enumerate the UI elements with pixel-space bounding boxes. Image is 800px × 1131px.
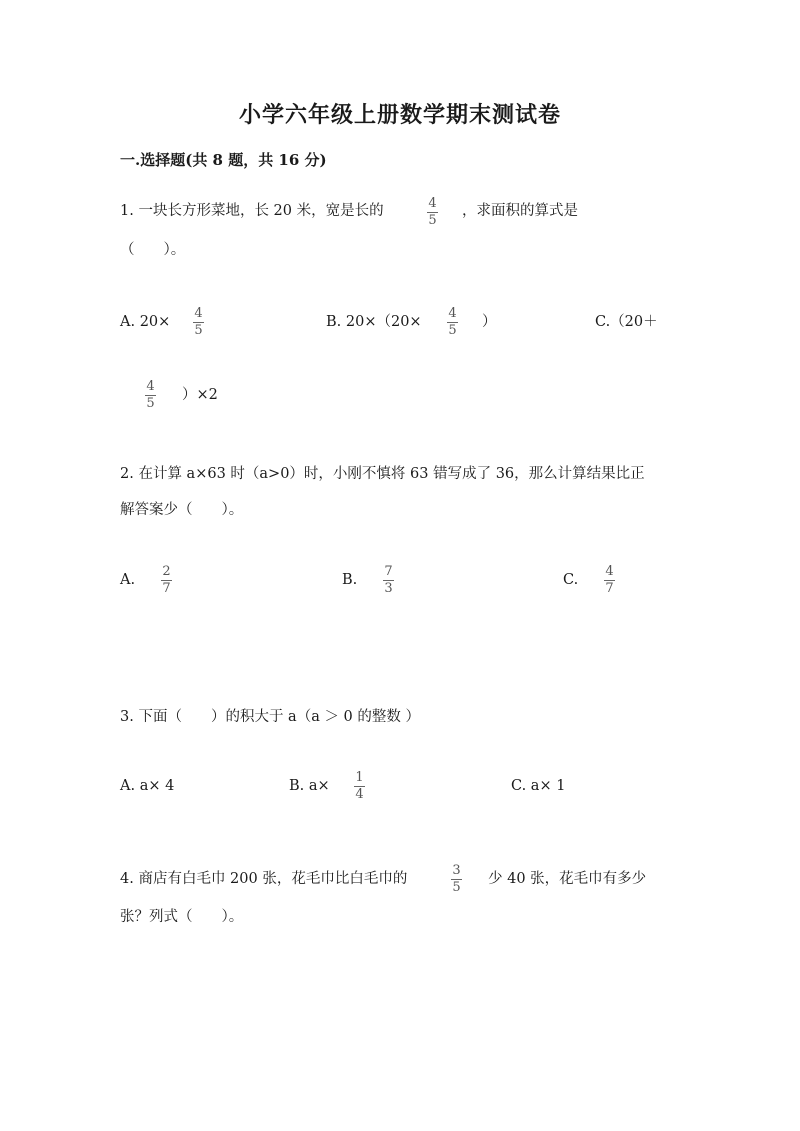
fraction-denominator: 3 [384, 581, 393, 596]
q1-option-b-tail: ） [482, 314, 497, 330]
fraction-numerator: 1 [355, 770, 364, 785]
q4-fraction-denominator: 5 [452, 880, 461, 895]
fraction-denominator: 5 [146, 396, 155, 411]
fraction-denominator: 5 [448, 323, 457, 338]
fraction-numerator: 4 [146, 379, 155, 394]
q4-fraction [451, 864, 462, 895]
q1-option-a-fraction [193, 307, 204, 338]
q1-text-line2: （ ）。 [120, 242, 186, 258]
fraction-denominator: 7 [162, 581, 171, 596]
q2-option-c: C. [563, 572, 579, 588]
q3-option-b-fraction [354, 771, 365, 802]
q1-fraction-numerator: 4 [428, 196, 437, 211]
q2-option-b-fraction [383, 565, 394, 596]
q1-option-c: C.（20＋ [595, 314, 658, 330]
q1-fraction-denominator: 5 [428, 213, 437, 228]
q3-text-line1: 3. 下面（ ）的积大于 a（a ＞ 0 的整数 ） [120, 709, 421, 725]
q3-option-c: C. a× 1 [511, 778, 566, 794]
q1-option-c-fraction [145, 380, 156, 411]
page-title: 小学六年级上册数学期末测试卷 [238, 102, 561, 128]
q1-text-part2: ，求面积的算式是 [462, 203, 578, 219]
q2-option-b: B. [342, 572, 358, 588]
section-heading: 一.选择题(共 8 题，共 16 分) [120, 151, 327, 169]
q1-option-a: A. 20× [120, 314, 171, 330]
fraction-numerator: 4 [194, 306, 203, 321]
q4-fraction-numerator: 3 [452, 863, 461, 878]
q2-option-c-fraction [604, 565, 615, 596]
fraction-numerator: 4 [448, 306, 457, 321]
q4-text-line2: 张？列式（ ）。 [120, 909, 244, 925]
q2-option-a-fraction [161, 565, 172, 596]
fraction-denominator: 7 [605, 581, 614, 596]
q3-option-b: B. a× [289, 778, 330, 794]
q4-text-part2: 少 40 张，花毛巾有多少 [488, 871, 647, 887]
q4-text-part1: 4. 商店有白毛巾 200 张，花毛巾比白毛巾的 [120, 871, 408, 887]
fraction-denominator: 5 [194, 323, 203, 338]
fraction-numerator: 2 [162, 564, 171, 579]
q1-option-c-tail: ）×2 [182, 387, 218, 403]
q1-fraction [427, 197, 438, 228]
q2-text-line1: 2. 在计算 a×63 时（a>0）时，小刚不慎将 63 错写成了 36，那么计算结果比正 [120, 466, 645, 482]
q3-option-a: A. a× 4 [120, 778, 175, 794]
q1-option-b-fraction [447, 307, 458, 338]
q1-text-part1: 1. 一块长方形菜地，长 20 米，宽是长的 [120, 203, 384, 219]
q2-text-line2: 解答案少（ ）。 [120, 502, 244, 518]
fraction-numerator: 4 [605, 564, 614, 579]
fraction-numerator: 7 [384, 564, 393, 579]
q1-option-b: B. 20×（20× [326, 314, 422, 330]
fraction-denominator: 4 [355, 787, 364, 802]
q2-option-a: A. [120, 572, 136, 588]
